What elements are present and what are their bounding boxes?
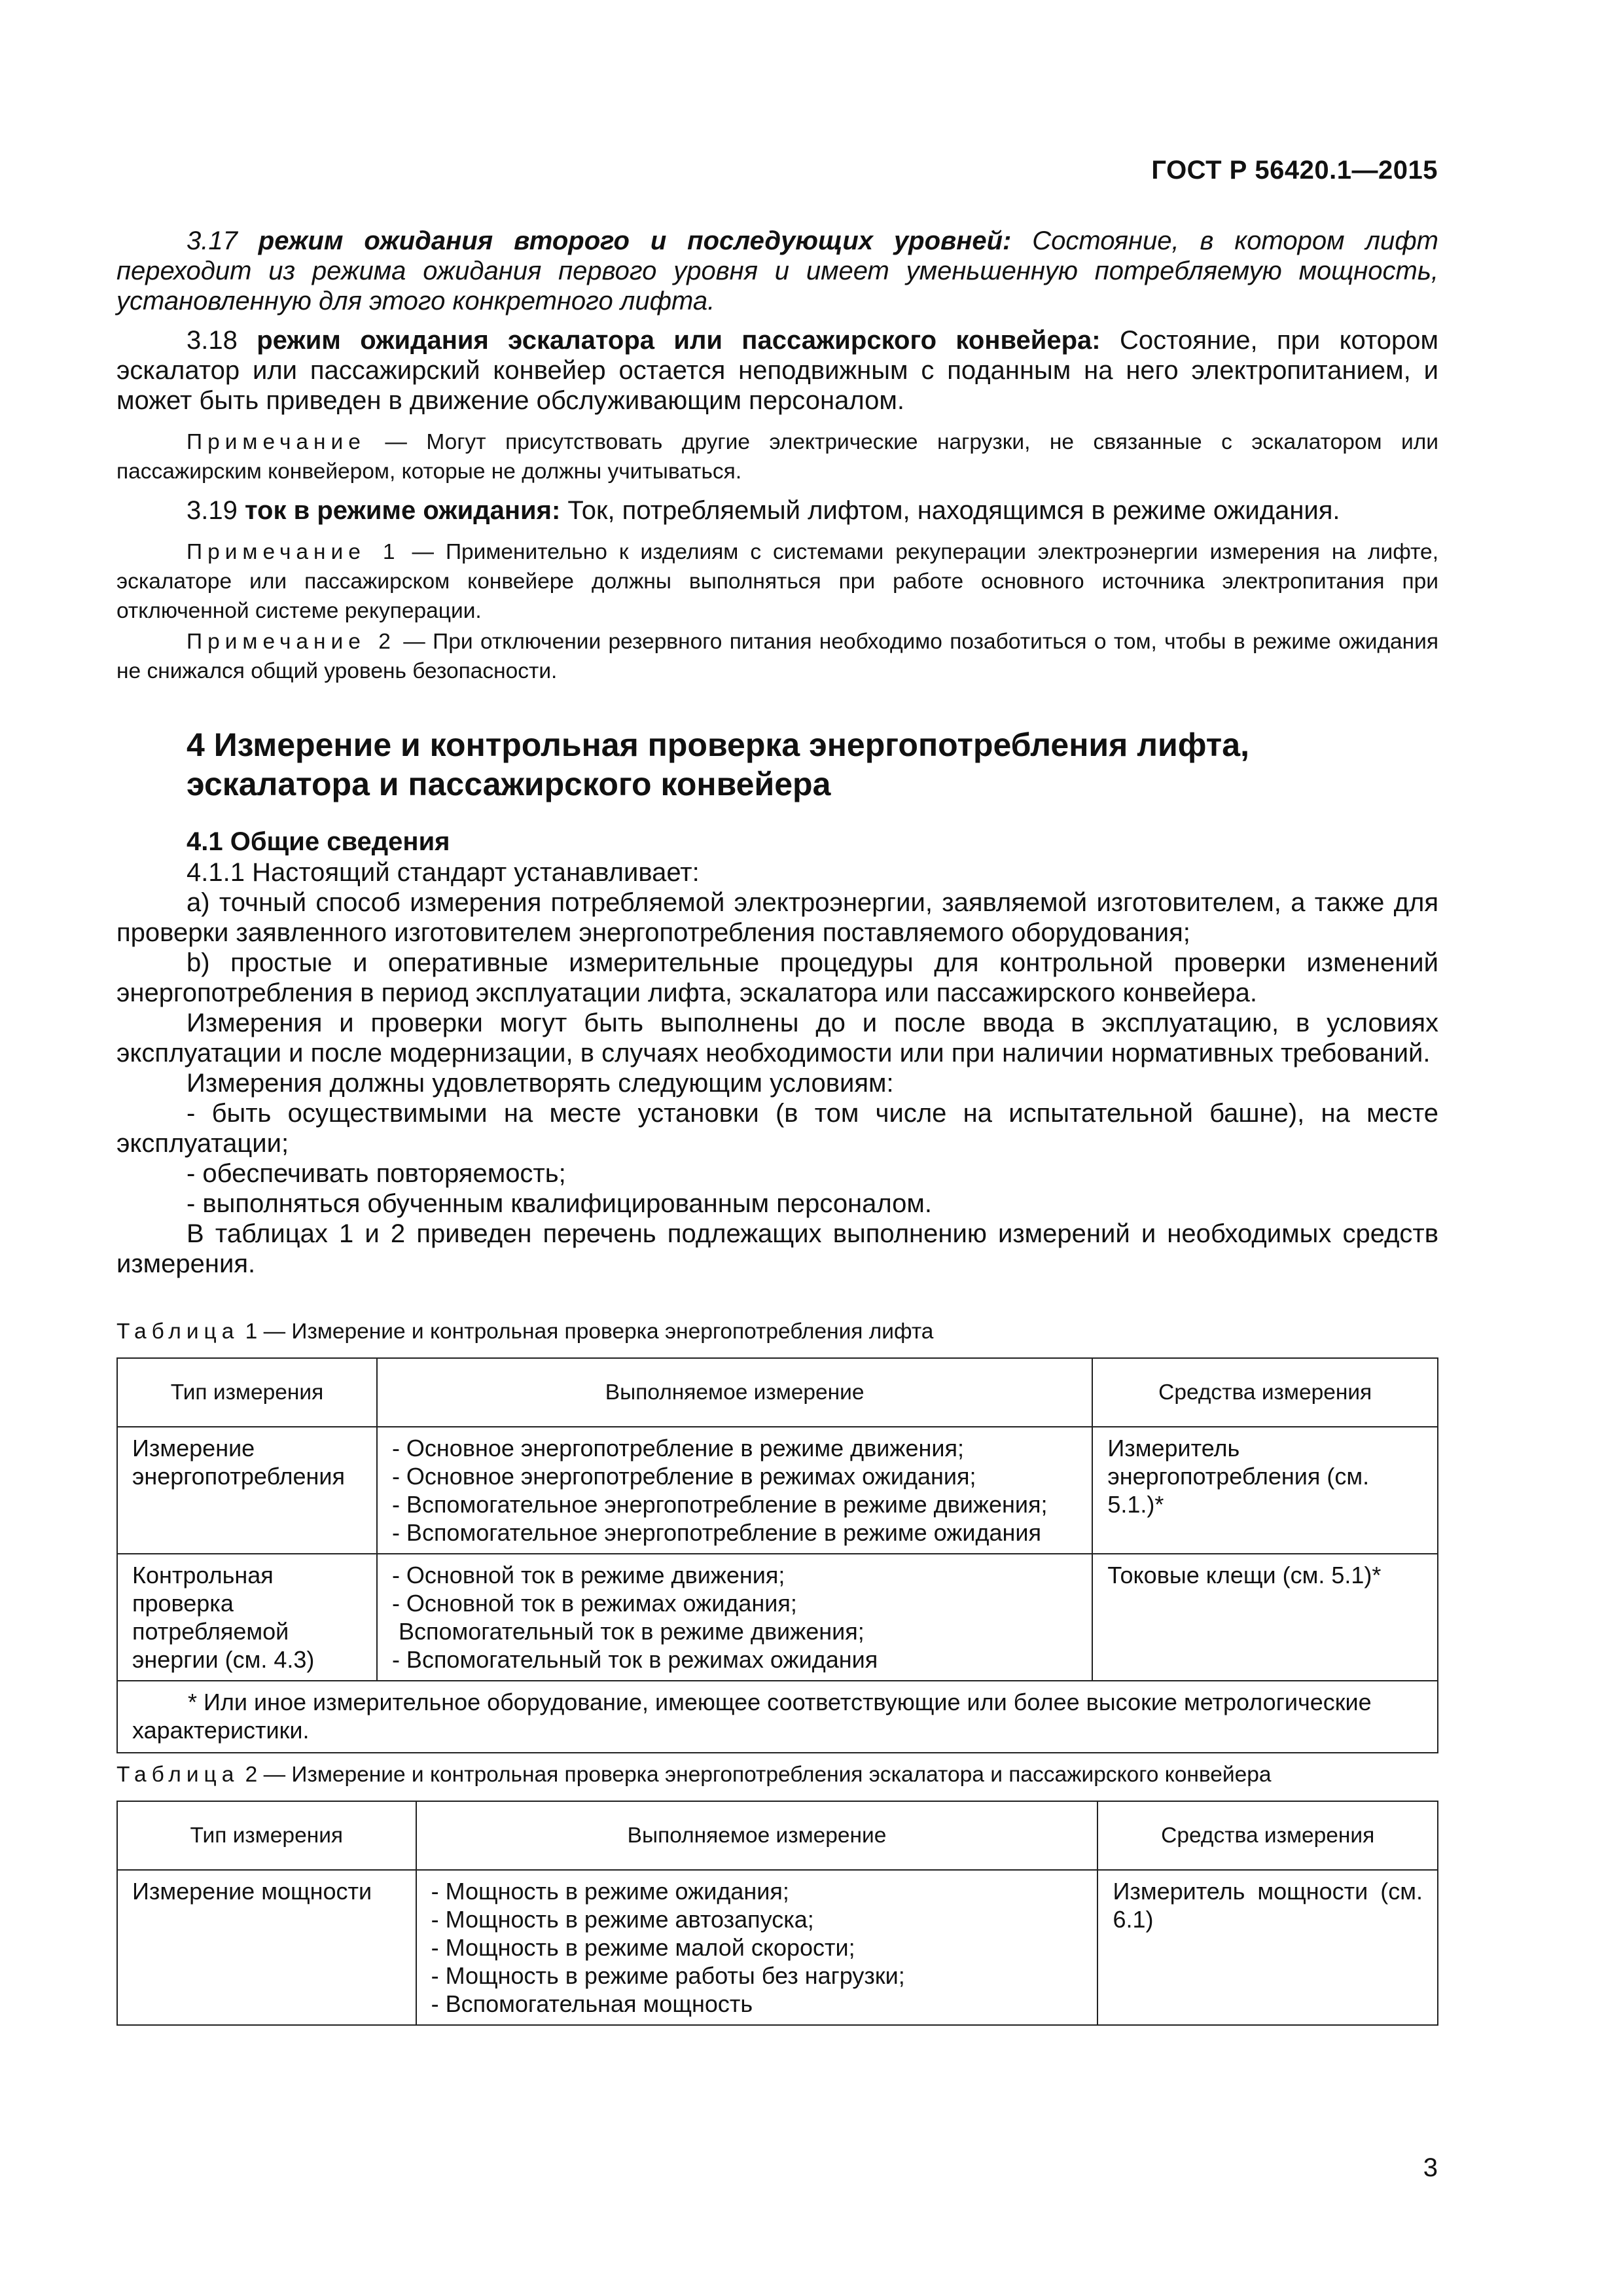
table-label: Таблица xyxy=(116,1763,240,1787)
note-text: — При отключении резервного питания необходимо позаботиться о том, чтобы в режиме ожидания не снижался общий уровень безопасности. xyxy=(116,630,1438,683)
table-cell-measures xyxy=(416,1870,1098,2025)
document-id: ГОСТ Р 56420.1—2015 xyxy=(1151,156,1438,185)
note-3-18 xyxy=(116,427,1438,486)
measure-item: - Вспомогательное энергопотребление в режиме движения; xyxy=(391,1491,1048,1518)
paragraph-conditions: Измерения должны удовлетворять следующим условиям: xyxy=(187,1069,894,1098)
clause-term: режим ожидания эскалатора или пассажирского конвейера: xyxy=(257,326,1101,355)
table-row xyxy=(117,1427,1438,1554)
condition-bullet: - обеспечивать повторяемость; xyxy=(187,1159,566,1188)
section-4-heading: 4 Измерение и контрольная проверка энергопотребления лифта, эскалатора и пассажирского конвейера xyxy=(187,726,1249,802)
measure-item: - Основной ток в режиме движения; xyxy=(391,1562,785,1588)
clause-term: режим ожидания второго и последующих уровней: xyxy=(258,226,1012,255)
subsection-4-1-heading: 4.1 Общие сведения xyxy=(187,827,450,856)
table-cell-tools: Измеритель энергопотребления (см. 5.1.)* xyxy=(1092,1427,1438,1554)
condition-bullet: - быть осуществимыми на месте установки (в том числе на испытательной башне), на месте эксплуатации; xyxy=(116,1099,1438,1158)
measure-item: - Основной ток в режимах ожидания; xyxy=(391,1590,797,1617)
column-header: Тип измерения xyxy=(117,1358,377,1427)
measure-item: - Мощность в режиме ожидания; xyxy=(431,1878,789,1905)
clause-4-1-1: 4.1.1 Настоящий стандарт устанавливает: xyxy=(187,858,700,887)
table-cell-measures xyxy=(377,1554,1092,1681)
table-1-caption xyxy=(116,1318,1438,1346)
table-cell-type: Измерение мощности xyxy=(117,1870,416,2025)
table-cell-tools: Токовые клещи (см. 5.1)* xyxy=(1092,1554,1438,1681)
clause-3-17 xyxy=(116,226,1438,316)
measure-item: - Основное энергопотребление в режиме движения; xyxy=(391,1435,964,1462)
table-caption-text: 1 — Измерение и контрольная проверка энергопотребления лифта xyxy=(239,1319,934,1344)
table-label: Таблица xyxy=(116,1319,240,1344)
clause-3-19 xyxy=(116,495,1438,526)
item-b: b) простые и оперативные измерительные процедуры для контрольной проверки изменений энергопотребления в период эксплуатации лифта, эскалатора или пассажирского конвейера. xyxy=(116,948,1438,1007)
table-cell-type: Контрольная проверка потребляемой энергии (см. 4.3) xyxy=(117,1554,377,1681)
note-3-19-2 xyxy=(116,627,1438,686)
clause-text: Состояние, при котором эскалатор или пассажирский конвейер остается неподвижным с поданным на него электропитанием, и может быть приведен в движение обслуживающим персоналом. xyxy=(116,326,1438,415)
note-label: Примечание 1 xyxy=(187,540,401,564)
clause-number: 3.17 xyxy=(187,226,238,255)
page-content xyxy=(116,226,1438,2026)
column-header: Тип измерения xyxy=(117,1801,416,1870)
footnote-text: * Или иное измерительное оборудование, имеющее соответствующие или более высокие метрологические характеристики. xyxy=(132,1689,1372,1744)
note-label: Примечание xyxy=(187,430,366,454)
column-header: Средства измерения xyxy=(1097,1801,1438,1870)
measure-item: Вспомогательный ток в режиме движения; xyxy=(398,1618,865,1645)
clause-text: Состояние, в котором лифт переходит из режима ожидания первого уровня и имеет уменьшенную потребляемую мощность, установленную для этого конкретного лифта. xyxy=(116,226,1438,315)
clause-text: Ток, потребляемый лифтом, находящимся в режиме ожидания. xyxy=(560,496,1340,525)
clause-number: 3.19 xyxy=(187,496,238,525)
measure-item: - Вспомогательное энергопотребление в режиме ожидания xyxy=(391,1519,1041,1546)
table-cell-type: Измерение энергопотребления xyxy=(117,1427,377,1554)
clause-number: 3.18 xyxy=(187,326,238,355)
item-a: а) точный способ измерения потребляемой электроэнергии, заявляемой изготовителем, а также для проверки заявленного изготовителем энергопотребления поставляемого оборудования; xyxy=(116,888,1438,947)
table-header-row xyxy=(117,1801,1438,1870)
table-caption-text: 2 — Измерение и контрольная проверка энергопотребления эскалатора и пассажирского конвейера xyxy=(239,1763,1272,1787)
clause-term: ток в режиме ожидания: xyxy=(244,496,561,525)
table-header-row xyxy=(117,1358,1438,1427)
column-header: Выполняемое измерение xyxy=(377,1358,1092,1427)
measure-item: - Основное энергопотребление в режимах ожидания; xyxy=(391,1463,976,1490)
measure-item: - Мощность в режиме работы без нагрузки; xyxy=(431,1962,905,1989)
table-cell-tools: Измеритель мощности (см. 6.1) xyxy=(1097,1870,1438,2025)
note-label: Примечание 2 xyxy=(187,630,396,654)
column-header: Средства измерения xyxy=(1092,1358,1438,1427)
table-2 xyxy=(116,1801,1438,2026)
note-3-19-1 xyxy=(116,537,1438,626)
paragraph-measurements: Измерения и проверки могут быть выполнены до и после ввода в эксплуатацию, в условиях эксплуатации и после модернизации, в случаях необходимости или при наличии нормативных требований. xyxy=(116,1009,1438,1067)
table-row xyxy=(117,1554,1438,1681)
note-text: — Могут присутствовать другие электрические нагрузки, не связанные с эскалатором или пассажирским конвейером, которые не должны учитываться. xyxy=(116,430,1438,484)
column-header: Выполняемое измерение xyxy=(416,1801,1098,1870)
table-cell-measures xyxy=(377,1427,1092,1554)
condition-bullet: - выполняться обученным квалифицированным персоналом. xyxy=(187,1189,933,1218)
measure-item: - Мощность в режиме малой скорости; xyxy=(431,1934,855,1961)
paragraph-tables: В таблицах 1 и 2 приведен перечень подлежащих выполнению измерений и необходимых средств измерения. xyxy=(116,1219,1438,1278)
table-1 xyxy=(116,1357,1438,1753)
clause-3-18 xyxy=(116,325,1438,416)
measure-item: - Вспомогательная мощность xyxy=(431,1990,753,2017)
page-number: 3 xyxy=(1423,2153,1438,2182)
table-footnote xyxy=(117,1681,1438,1753)
note-text: — Применительно к изделиям с системами рекуперации электроэнергии измерения на лифте, эскалаторе или пассажирском конвейере должны выполняться при работе основного источника электропитания при отключенной системе рекуперации. xyxy=(116,540,1438,623)
measure-item: - Вспомогательный ток в режимах ожидания xyxy=(391,1646,878,1673)
table-row xyxy=(117,1870,1438,2025)
table-footnote-row xyxy=(117,1681,1438,1753)
measure-item: - Мощность в режиме автозапуска; xyxy=(431,1906,814,1933)
table-2-caption xyxy=(116,1761,1438,1789)
